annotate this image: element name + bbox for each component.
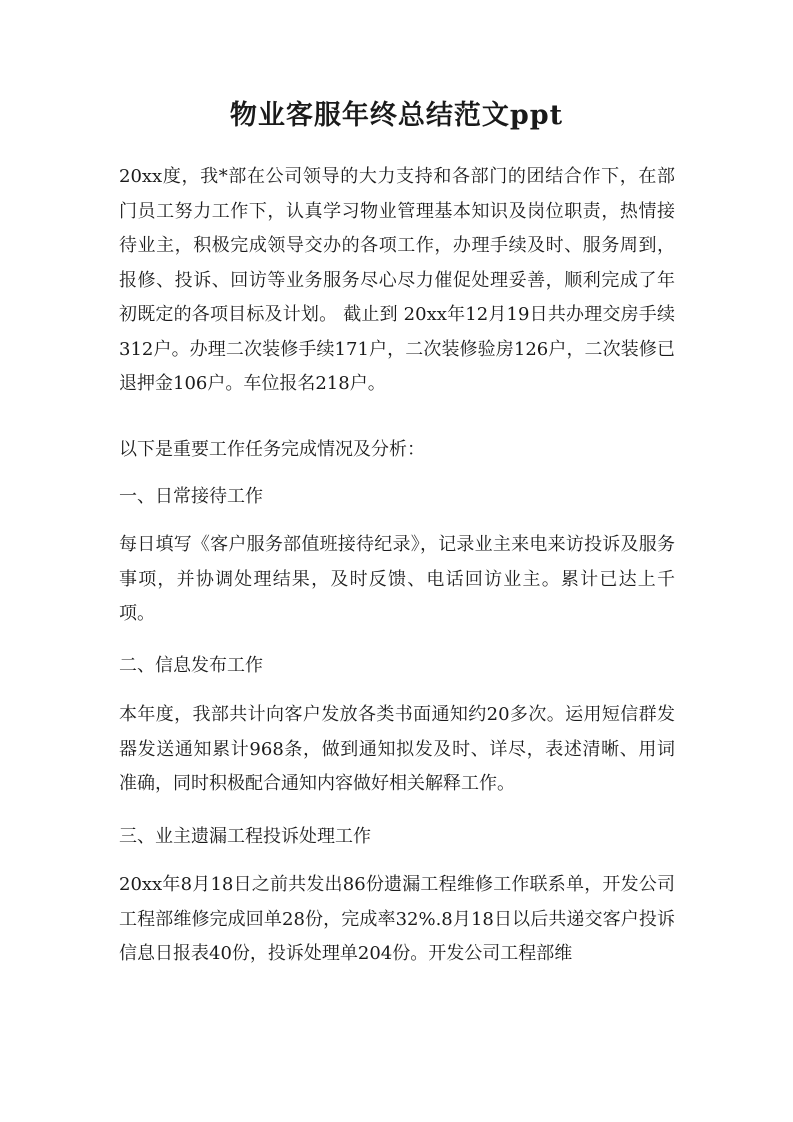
intro-paragraph: 20xx度，我*部在公司领导的大力支持和各部门的团结合作下，在部门员工努力工作下，认真学习物业管理基本知识及岗位职责，热情接待业主，积极完成领导交办的各项工作，办理手续及时、服务周到，报修、投诉、回访等业务服务尽心尽力催促处理妥善，顺利完成了年初既定的各项目标及计划。 截止到 20xx年12月19日共办理交房手续312户。办理二次装修手续171户，二次装修验房126户，二次装修已退押金106户。车位报名218户。: [119, 166, 675, 394]
document-title: 物业客服年终总结范文ppt: [229, 100, 564, 131]
section-body-notices: 本年度，我部共计向客户发放各类书面通知约20多次。运用短信群发器发送通知累计968条，做到通知拟发及时、详尽，表述清晰、用词准确，同时积极配合通知内容做好相关解释工作。: [119, 704, 675, 794]
section-heading-reception: 一、日常接待工作: [119, 486, 263, 507]
section-heading-notices: 二、信息发布工作: [119, 655, 263, 676]
section-heading-complaints: 三、业主遗漏工程投诉处理工作: [119, 826, 371, 847]
section-body-complaints: 20xx年8月18日之前共发出86份遗漏工程维修工作联系单，开发公司工程部维修完成回单28份，完成率32%.8月18日以后共递交客户投诉信息日报表40份，投诉处理单204份。开发公司工程部维: [119, 874, 675, 964]
section-body-reception: 每日填写《客户服务部值班接待纪录》，记录业主来电来访投诉及服务事项，并协调处理结果，及时反馈、电话回访业主。累计已达上千项。: [119, 534, 675, 624]
overview-paragraph: 以下是重要工作任务完成情况及分析：: [119, 439, 425, 460]
